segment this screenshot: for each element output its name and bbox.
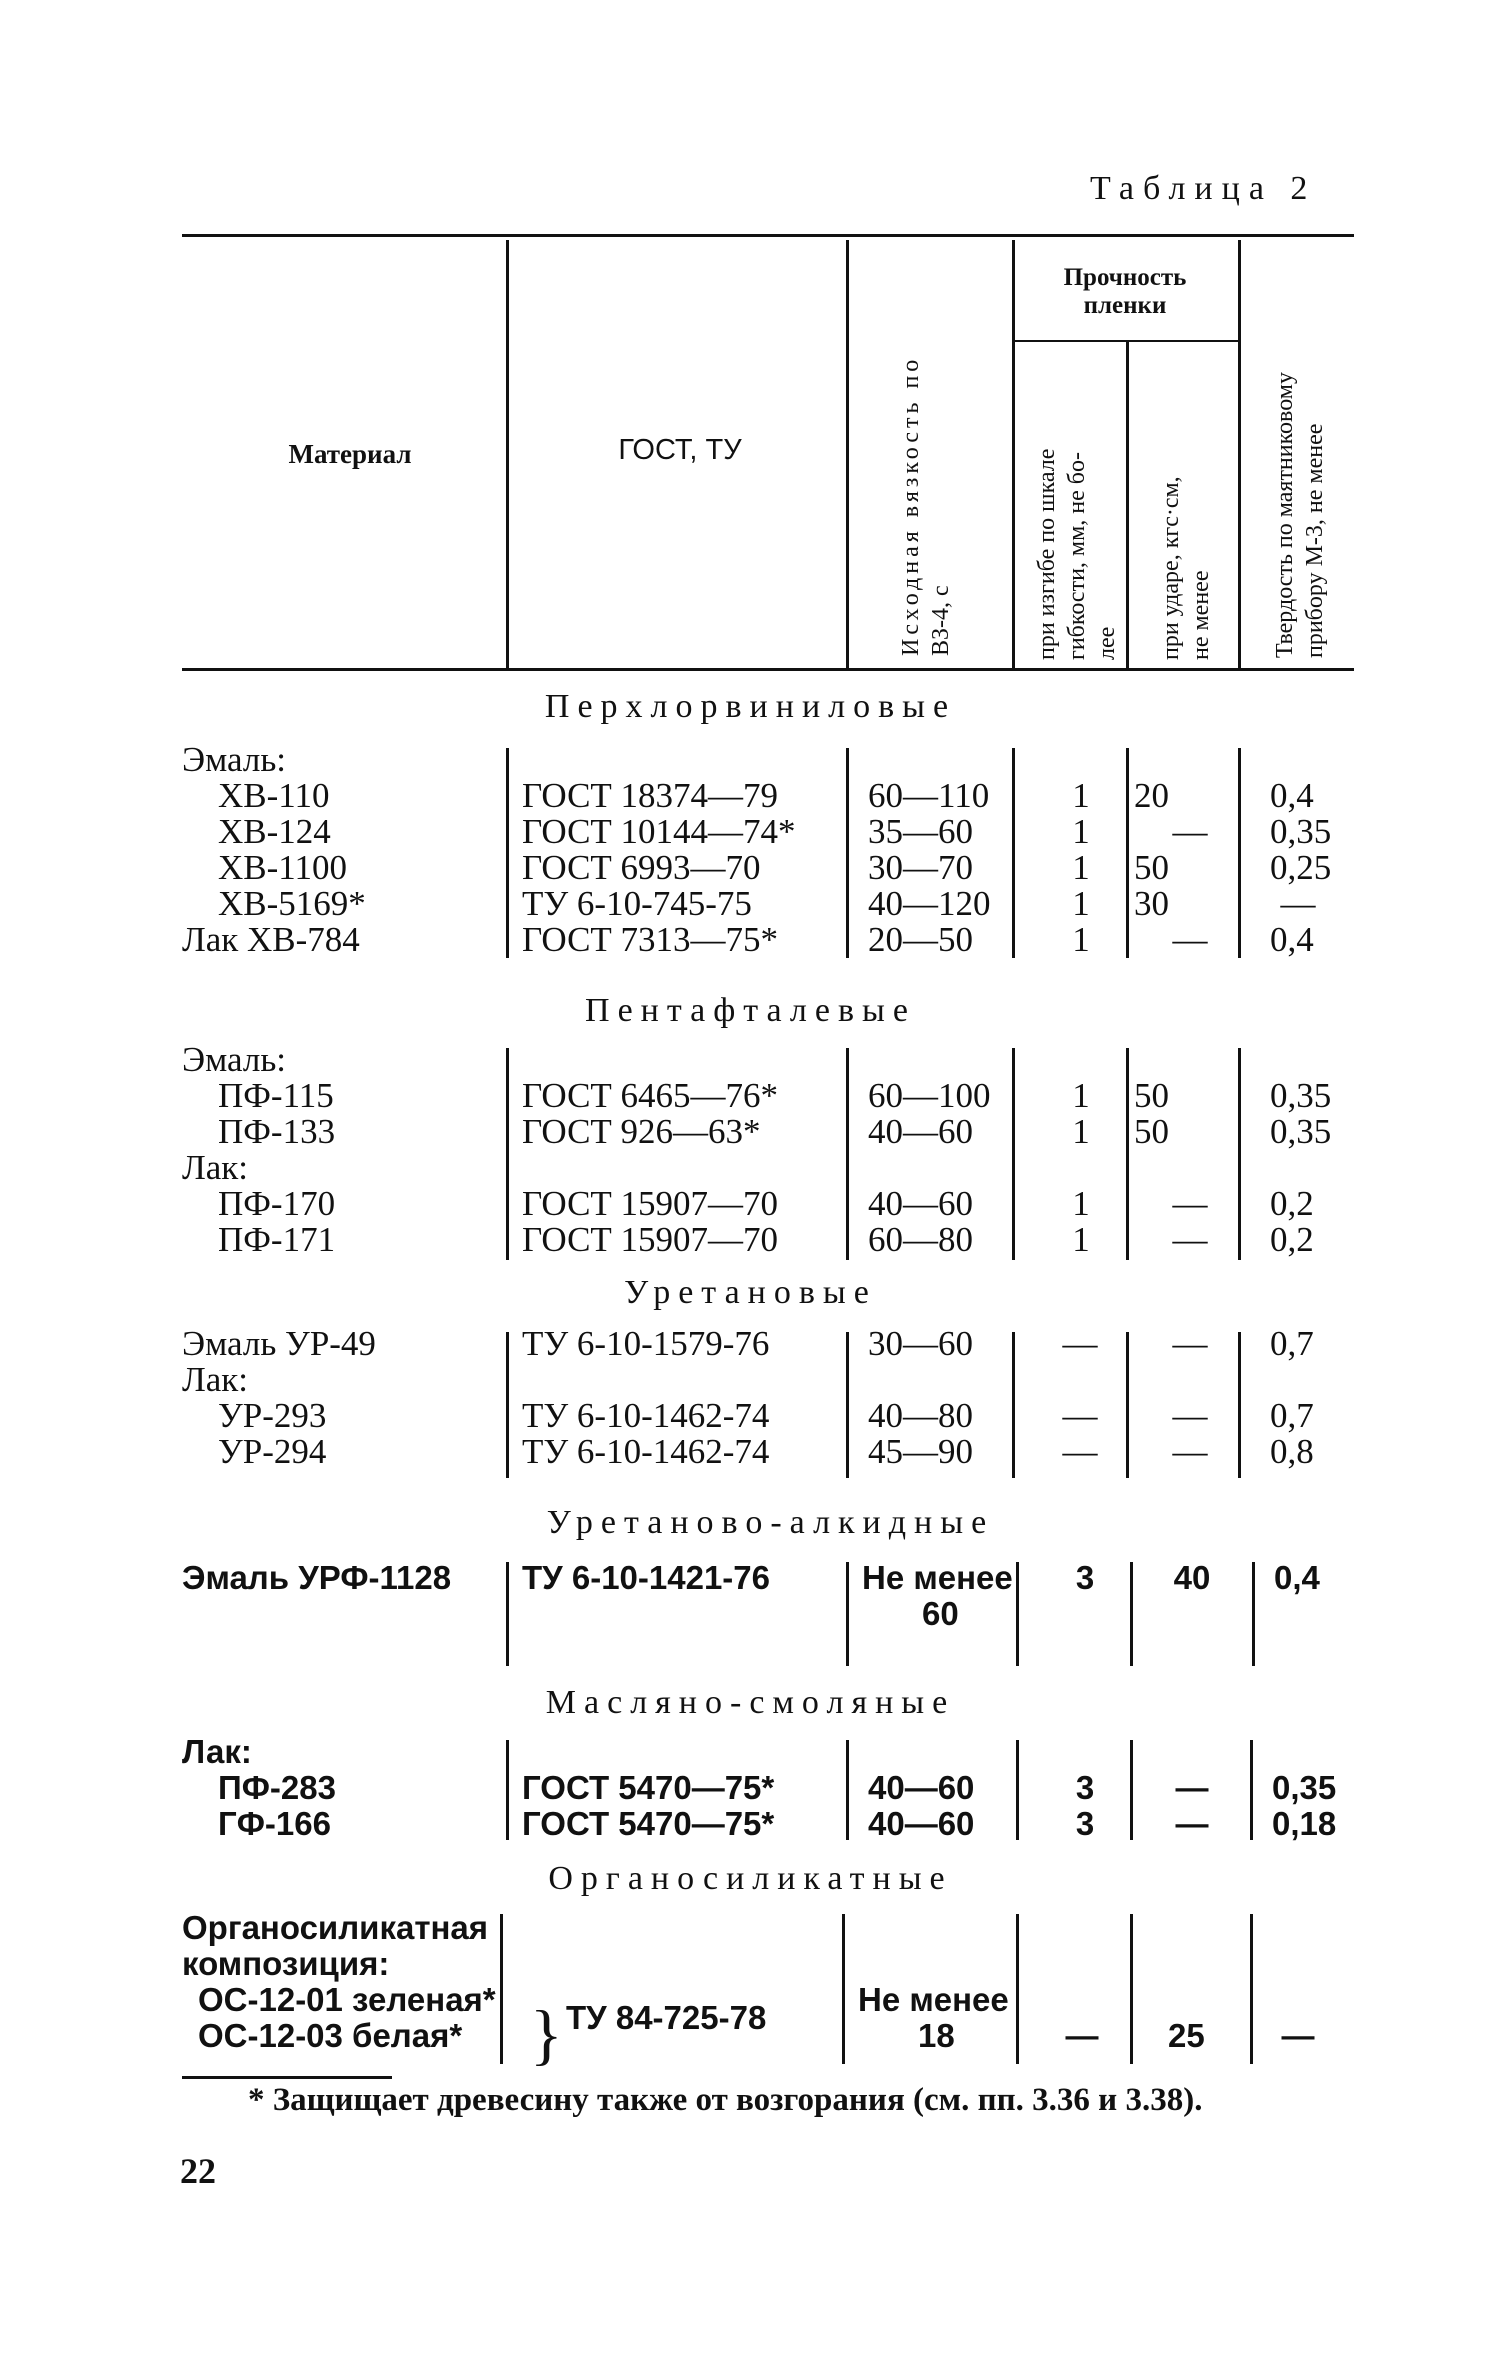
material-cell: ХВ-5169*	[218, 884, 366, 923]
viscosity-cell: 45—90	[868, 1432, 973, 1471]
hardness-cell: 0,2	[1270, 1184, 1314, 1223]
material-cell: ХВ-110	[218, 776, 330, 815]
impact-cell: —	[1172, 1184, 1208, 1223]
hardness-cell: 0,25	[1270, 848, 1332, 887]
table-row	[0, 1186, 1501, 1222]
bend-cell: —	[1065, 2017, 1099, 2054]
gost-cell: ГОСТ 6993—70	[522, 848, 761, 887]
header-strength-line: Прочность	[1063, 264, 1187, 291]
gost-cell: ТУ 6-10-1462-74	[522, 1396, 770, 1435]
material-cell: Лак ХВ-784	[182, 920, 360, 959]
strength-subheader-rule	[1012, 340, 1238, 342]
impact-cell: 25	[1168, 2017, 1205, 2054]
table-row	[0, 1596, 1501, 1632]
hardness-cell: 0,18	[1272, 1805, 1337, 1842]
table-row	[0, 1398, 1501, 1434]
material-cell: ПФ-283	[218, 1769, 336, 1806]
hardness-cell: 0,2	[1270, 1220, 1314, 1259]
footnote: * Защищает древесину также от возгорания (см. пп. 3.36 и 3.38).	[248, 2082, 1203, 2118]
bend-cell: —	[1062, 1396, 1098, 1435]
hardness-cell: —	[1280, 884, 1316, 923]
table-row	[0, 1078, 1501, 1114]
header-impact-line: при ударе, кгс·см,	[1158, 476, 1184, 660]
viscosity-cell: 40—60	[868, 1805, 975, 1842]
gost-cell: ГОСТ 15907—70	[522, 1184, 779, 1223]
impact-cell: —	[1172, 1324, 1208, 1363]
table-row	[0, 1560, 1501, 1596]
table-row	[0, 1734, 1501, 1770]
gost-cell: ГОСТ 15907—70	[522, 1220, 779, 1259]
header-bottom-rule	[182, 668, 1354, 671]
material-cell: УР-293	[218, 1396, 327, 1435]
material-cell: ПФ-171	[218, 1220, 336, 1259]
header-col-divider	[1238, 240, 1241, 668]
header-top-rule	[182, 234, 1354, 237]
header-col-divider	[1012, 240, 1015, 668]
hardness-cell: 0,35	[1270, 1112, 1332, 1151]
header-bend-line: при изгибе по шкале	[1034, 448, 1060, 660]
viscosity-cell: 40—60	[868, 1184, 973, 1223]
table-row	[0, 1770, 1501, 1806]
material-cell: Эмаль УРФ-1128	[182, 1559, 452, 1596]
table-row	[0, 1042, 1501, 1078]
material-cell: ГФ-166	[218, 1805, 331, 1842]
section-title: Перхлорвиниловые	[544, 688, 957, 725]
bend-cell: 1	[1072, 1220, 1090, 1259]
gost-cell: ГОСТ 6465—76*	[522, 1076, 779, 1115]
viscosity-cell: 18	[918, 2017, 955, 2054]
impact-cell: —	[1172, 1432, 1208, 1471]
table-row	[0, 814, 1501, 850]
viscosity-cell: 40—60	[868, 1769, 975, 1806]
bend-cell: —	[1062, 1432, 1098, 1471]
viscosity-cell: 60—80	[868, 1220, 973, 1259]
bend-cell: 3	[1075, 1559, 1095, 1596]
impact-cell: —	[1175, 1805, 1209, 1842]
gost-cell: ТУ 6-10-1579-76	[522, 1324, 770, 1363]
impact-cell: —	[1172, 812, 1208, 851]
material-cell: ПФ-115	[218, 1076, 334, 1115]
impact-cell: —	[1172, 920, 1208, 959]
table-row	[0, 1806, 1501, 1842]
header-impact	[1156, 476, 1216, 660]
impact-cell: —	[1172, 1396, 1208, 1435]
viscosity-cell: 40—120	[868, 884, 991, 923]
material-cell: ПФ-133	[218, 1112, 336, 1151]
material-cell: ОС-12-03 белая*	[198, 2017, 463, 2054]
table-row	[0, 1434, 1501, 1470]
material-cell: Лак:	[182, 1148, 249, 1187]
header-viscosity-line: ВЗ-4, с	[928, 585, 954, 656]
header-viscosity-line: Исходная вязкость по	[898, 355, 924, 656]
gost-cell: ГОСТ 10144—74*	[522, 812, 796, 851]
section-title: Масляно-смоляные	[545, 1684, 956, 1721]
material-cell: Органосиликатная	[182, 1909, 489, 1946]
header-bend-line: лее	[1094, 626, 1120, 660]
material-cell: Эмаль:	[182, 1040, 287, 1079]
table-row	[0, 742, 1501, 778]
material-cell: Эмаль УР-49	[182, 1324, 376, 1363]
hardness-cell: 0,7	[1270, 1396, 1314, 1435]
material-cell: ХВ-124	[218, 812, 331, 851]
header-col-divider	[506, 240, 509, 668]
header-col-divider	[1126, 340, 1129, 668]
viscosity-cell: 60—100	[868, 1076, 991, 1115]
table-row	[0, 778, 1501, 814]
gost-cell: ГОСТ 5470—75*	[522, 1769, 775, 1806]
bend-cell: 1	[1072, 812, 1090, 851]
hardness-cell: 0,35	[1270, 1076, 1332, 1115]
gost-cell: ТУ 6-10-1421-76	[522, 1559, 770, 1596]
viscosity-cell: 60	[922, 1595, 959, 1632]
gost-cell: ТУ 6-10-745-75	[522, 884, 752, 923]
table-row	[0, 1114, 1501, 1150]
viscosity-cell: 40—60	[868, 1112, 973, 1151]
table-row	[0, 850, 1501, 886]
material-cell: Лак:	[182, 1733, 252, 1770]
hardness-cell: 0,4	[1270, 776, 1314, 815]
header-gost: ГОСТ, ТУ	[618, 434, 742, 466]
impact-cell: 40	[1173, 1559, 1211, 1596]
gost-cell: ТУ 6-10-1462-74	[522, 1432, 770, 1471]
gost-cell: ГОСТ 926—63*	[522, 1112, 761, 1151]
header-hardness-line: прибору М-3, не менее	[1302, 423, 1328, 658]
bend-cell: 1	[1072, 1076, 1090, 1115]
material-cell: композиция:	[182, 1945, 390, 1982]
page-number: 22	[180, 2151, 216, 2191]
section-title: Пентафталевые	[585, 992, 916, 1029]
bend-cell: 1	[1072, 1112, 1090, 1151]
table-row	[0, 1910, 1501, 1946]
section-title: Уретаново-алкидные	[546, 1504, 995, 1541]
header-bend-line: гибкости, мм, не бо-	[1064, 452, 1090, 660]
footnote-rule	[182, 2076, 392, 2079]
impact-cell: 50	[1134, 848, 1169, 887]
bend-cell: 1	[1072, 848, 1090, 887]
material-cell: ХВ-1100	[218, 848, 347, 887]
header-hardness	[1270, 372, 1330, 658]
viscosity-cell: 30—60	[868, 1324, 973, 1363]
table-row	[0, 2018, 1501, 2054]
hardness-cell: 0,35	[1272, 1769, 1337, 1806]
table-row	[0, 1362, 1501, 1398]
hardness-cell: 0,4	[1274, 1559, 1320, 1596]
bend-cell: —	[1062, 1324, 1098, 1363]
header-impact-line: не менее	[1188, 570, 1214, 660]
table-row	[0, 1222, 1501, 1258]
gost-cell: ТУ 84-725-78	[566, 1999, 767, 2036]
table-row	[0, 1326, 1501, 1362]
hardness-cell: 0,8	[1270, 1432, 1314, 1471]
hardness-cell: 0,4	[1270, 920, 1314, 959]
impact-cell: 50	[1134, 1112, 1169, 1151]
table-row	[0, 886, 1501, 922]
table-title: Таблица 2	[1090, 170, 1317, 207]
header-hardness-line: Твердость по маятниковому	[1272, 372, 1298, 658]
gost-cell: ГОСТ 5470—75*	[522, 1805, 775, 1842]
table-row	[0, 922, 1501, 958]
viscosity-cell: 30—70	[868, 848, 973, 887]
hardness-cell: —	[1281, 2017, 1315, 2054]
bend-cell: 3	[1075, 1769, 1095, 1806]
hardness-cell: 0,7	[1270, 1324, 1314, 1363]
section-title: Органосиликатные	[548, 1860, 953, 1897]
viscosity-cell: 20—50	[868, 920, 973, 959]
viscosity-cell: 35—60	[868, 812, 973, 851]
impact-cell: 50	[1134, 1076, 1169, 1115]
viscosity-cell: Не менее	[858, 1981, 1009, 2018]
header-material: Материал	[288, 439, 412, 469]
brace-icon: }	[530, 1996, 563, 2072]
header-viscosity	[896, 356, 956, 656]
material-cell: ПФ-170	[218, 1184, 336, 1223]
material-cell: УР-294	[218, 1432, 327, 1471]
viscosity-cell: 40—80	[868, 1396, 973, 1435]
impact-cell: 20	[1134, 776, 1169, 815]
header-bend	[1032, 449, 1122, 660]
bend-cell: 3	[1075, 1805, 1095, 1842]
viscosity-cell: Не менее	[862, 1559, 1013, 1596]
impact-cell: —	[1172, 1220, 1208, 1259]
gost-cell: ГОСТ 18374—79	[522, 776, 779, 815]
hardness-cell: 0,35	[1270, 812, 1332, 851]
bend-cell: 1	[1072, 776, 1090, 815]
impact-cell: —	[1175, 1769, 1209, 1806]
gost-cell: ГОСТ 7313—75*	[522, 920, 779, 959]
bend-cell: 1	[1072, 1184, 1090, 1223]
material-cell: Эмаль:	[182, 740, 287, 779]
table-row	[0, 1946, 1501, 1982]
material-cell: ОС-12-01 зеленая*	[198, 1981, 496, 2018]
bend-cell: 1	[1072, 884, 1090, 923]
material-cell: Лак:	[182, 1360, 249, 1399]
section-title: Уретановые	[624, 1274, 877, 1311]
table-row	[0, 1150, 1501, 1186]
header-col-divider	[846, 240, 849, 668]
header-strength-group	[1018, 264, 1232, 319]
impact-cell: 30	[1134, 884, 1169, 923]
bend-cell: 1	[1072, 920, 1090, 959]
viscosity-cell: 60—110	[868, 776, 990, 815]
header-strength-line: пленки	[1083, 291, 1167, 319]
